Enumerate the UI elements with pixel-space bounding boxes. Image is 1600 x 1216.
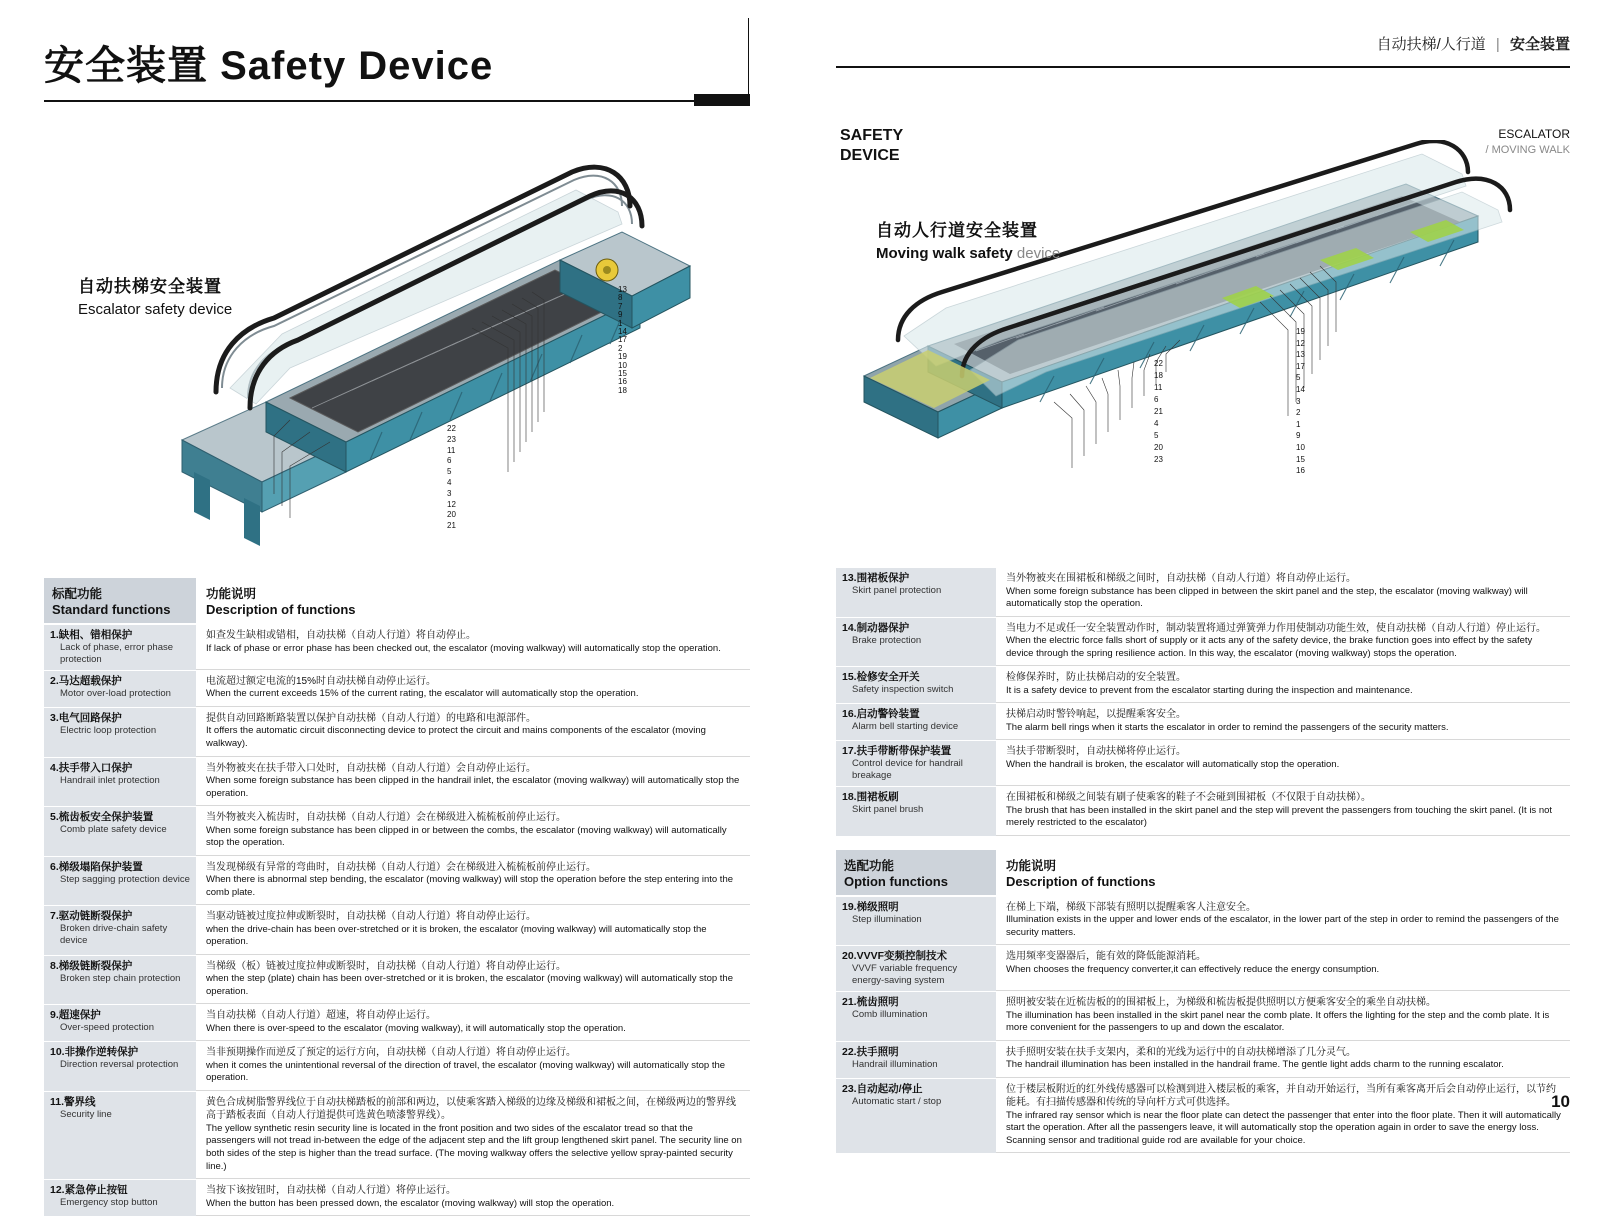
table-row	[44, 624, 750, 670]
function-desc-cell: 当电力不足或任一安全装置动作时，制动装置将通过弹簧弹力作用使制动功能生效，使自动扶梯（自动人行道）停止运行。 When the electric force falls short of supply or it acts any of the safety device, the brake function goes into effect by the safety device through the spring resilience action. In this way, the escalator (moving walkway) stops the operation.	[996, 618, 1570, 667]
function-name-cell: 11.警界线 Security line	[44, 1092, 196, 1179]
table-row	[836, 740, 1570, 786]
product-label: ESCALATOR / MOVING WALK	[1485, 127, 1570, 156]
function-name-cell: 17.扶手带断带保护装置 Control device for handrail breakage	[836, 741, 996, 786]
header-divider	[836, 66, 1570, 68]
function-name-cell: 20.VVVF变频控制技术 VVVF variable frequency energy-saving system	[836, 946, 996, 991]
table-row	[836, 1078, 1570, 1154]
function-name-cell: 7.驱动链断裂保护 Broken drive-chain safety device	[44, 906, 196, 955]
running-header-cn: 自动扶梯/人行道	[1376, 36, 1486, 53]
function-name-cell: 1.缺相、错相保护 Lack of phase, error phase protection	[44, 625, 196, 670]
table-header-row	[44, 578, 750, 624]
escalator-caption	[78, 272, 232, 318]
function-name-cell: 19.梯级照明 Step illumination	[836, 897, 996, 946]
escalator-callout-column-right: 13 8 7 9 1 14 17 2 19 10 15 16 18	[618, 285, 627, 395]
function-desc-cell: 提供自动回路断路装置以保护自动扶梯（自动人行道）的电路和电源部件。 It offers the automatic circuit disconnecting device to protect the circuit and mains components of the escalator (moving walkway).	[196, 708, 750, 757]
function-name-cell: 10.非操作逆转保护 Direction reversal protection	[44, 1042, 196, 1091]
table-row	[836, 786, 1570, 836]
table-row	[44, 955, 750, 1005]
function-name-cell: 21.梳齿照明 Comb illumination	[836, 992, 996, 1041]
function-desc-cell: 电流超过额定电流的15%时自动扶梯自动停止运行。 When the current exceeds 15% of the current rating, the escalator will automatically stop the operation.	[196, 671, 750, 707]
function-name-cell: 15.检修安全开关 Safety inspection switch	[836, 667, 996, 703]
option-table-header-left: 选配功能 Option functions	[836, 850, 996, 896]
option-table-header-row	[836, 850, 1570, 896]
function-desc-cell: 在梯上下端，梯级下部装有照明以提醒乘客人注意安全。 Illumination exists in the upper and lower ends of the escalator, in the lower part of the step in order to remind the passengers of the security matters.	[996, 897, 1570, 946]
section-label: SAFETY DEVICE	[840, 127, 904, 164]
table-row	[44, 806, 750, 856]
function-desc-cell: 选用频率变器器后，能有效的降低能源消耗。 When chooses the frequency converter,it can effectively reduce the energy consumption.	[996, 946, 1570, 991]
table-row	[836, 666, 1570, 703]
title-divider-vertical	[748, 18, 749, 102]
function-name-cell: 8.梯级链断裂保护 Broken step chain protection	[44, 956, 196, 1005]
page-number: 10	[1551, 1092, 1570, 1111]
function-desc-cell: 当外物被夹在扶手带入口处时，自动扶梯（自动人行道）会自动停止运行。 When some foreign substance has been clipped in the handrail inlet, the escalator (moving walkway) will automatically stop the operation.	[196, 758, 750, 807]
escalator-caption-en: Escalator safety device	[78, 301, 233, 318]
function-desc-cell: 位于楼层板附近的红外线传感器可以检测到进入楼层板的乘客，并自动开始运行，当所有乘客离开后会自动停止运行，以节约能耗。有扫描传感器和传统的导向杆方式可供选择。 The infrared ray sensor which is near the floor plate can detect the passenger that enter into the floor plate. Then it will automatically start the operation. After all the passengers leave, it will automatically stop the operation again in order to save the energy loss. Scanning sensor and traditional guide rod are available for your choice.	[996, 1079, 1570, 1154]
function-name-cell: 13.围裙板保护 Skirt panel protection	[836, 568, 996, 617]
table-row	[44, 1041, 750, 1091]
table-row	[836, 617, 1570, 667]
option-table-header-right: 功能说明 Description of functions	[1006, 858, 1156, 889]
page-title-en: Safety Device	[220, 44, 494, 88]
standard-functions-table	[44, 578, 750, 1216]
function-desc-cell: 当按下该按钮时，自动扶梯（自动人行道）将停止运行。 When the button has been pressed down, the escalator (moving walkway) will stop the operation.	[196, 1180, 750, 1216]
function-desc-cell: 在围裙板和梯级之间装有刷子使乘客的鞋子不会碰到围裙板（不仅限于自动扶梯）。 The brush that has been installed in the skirt panel and the step will prevent the passengers from touching the skirt panel. (It is not merely restricted to the escalator)	[996, 787, 1570, 836]
function-desc-cell: 照明被安装在近梳齿板的的围裙板上，为梯级和梳齿板提供照明以方便乘客安全的乘坐自动扶梯。 The illumination has been installed in the skirt panel near the comb plate. It offers the lighting for the step and the comb plate. It is more convenient for the passengers to up and down the escalator.	[996, 992, 1570, 1041]
table-row	[836, 896, 1570, 946]
table-row	[44, 670, 750, 707]
running-header: 自动扶梯/人行道 | 安全装置	[1376, 36, 1570, 53]
table-row	[836, 945, 1570, 991]
function-desc-cell: 当驱动链被过度拉伸或断裂时，自动扶梯（自动人行道）将自动停止运行。 when the drive-chain has been over-stretched or it is broken, the escalator (moving walkway) will automatically stop the operation.	[196, 906, 750, 955]
function-desc-cell: 当自动扶梯（自动人行道）超速，将自动停止运行。 When there is over-speed to the escalator (moving walkway), it will automatically stop the operation.	[196, 1005, 750, 1041]
function-desc-cell: 当外物被夹在围裙板和梯级之间时，自动扶梯（自动人行道）将自动停止运行。 When some foreign substance has been clipped in between the skirt panel and the step, the escalator (moving walkway) will automatically stop the operation.	[996, 568, 1570, 617]
page-title-cn: 安全装置	[44, 44, 208, 88]
table-row	[44, 1091, 750, 1179]
function-desc-cell: 扶梯启动时警铃响起，以提醒乘客安全。 The alarm bell rings when it starts the escalator in order to remind the passengers of the security matters.	[996, 704, 1570, 740]
function-name-cell: 2.马达超载保护 Motor over-load protection	[44, 671, 196, 707]
function-desc-cell: 当外物被夹入梳齿时，自动扶梯（自动人行道）会在梯级进入梳梳板前停止运行。 When some foreign substance has been clipped in or between the combs, the escalator (moving walkway) will automatically stop the operation.	[196, 807, 750, 856]
function-name-cell: 9.超速保护 Over-speed protection	[44, 1005, 196, 1041]
function-desc-cell: 检修保养时，防止扶梯启动的安全装置。 It is a safety device to prevent from the escalator starting during the inspection and maintenance.	[996, 667, 1570, 703]
function-name-cell: 6.梯级塌陷保护装置 Step sagging protection device	[44, 857, 196, 906]
function-name-cell: 22.扶手照明 Handrail illumination	[836, 1042, 996, 1078]
moving-walk-callout-column-right: 19 12 13 17 5 14 3 2 1 9 10 15 16	[1296, 327, 1305, 476]
table-row	[836, 1041, 1570, 1078]
page-title	[44, 34, 493, 91]
table-header-right: 功能说明 Description of functions	[206, 587, 356, 617]
table-row	[44, 1004, 750, 1041]
function-name-cell: 3.电气回路保护 Electric loop protection	[44, 708, 196, 757]
moving-walk-caption	[876, 216, 1060, 262]
function-name-cell: 23.自动起动/停止 Automatic start / stop	[836, 1079, 996, 1154]
function-desc-cell: 扶手照明安装在扶手支架内，柔和的光线为运行中的自动扶梯增添了几分灵气。 The handrail illumination has been installed in the handrail frame. The gentle light adds charm to the running escalator.	[996, 1042, 1570, 1078]
function-name-cell: 16.启动警铃装置 Alarm bell starting device	[836, 704, 996, 740]
table-row	[44, 856, 750, 906]
function-desc-cell: 当发现梯级有异常的弯曲时，自动扶梯（自动人行道）会在梯级进入梳梳板前停止运行。 When there is abnormal step bending, the escalator (moving walkway) will stop the operation before the step entering into the comb plate.	[196, 857, 750, 906]
escalator-callout-column-left: 22 23 11 6 5 4 3 12 20 21	[447, 424, 456, 531]
function-name-cell: 5.梳齿板安全保护装置 Comb plate safety device	[44, 807, 196, 856]
left-page	[0, 0, 800, 1209]
function-name-cell: 4.扶手带入口保护 Handrail inlet protection	[44, 758, 196, 807]
table-row	[44, 707, 750, 757]
moving-walk-callout-column-left: 22 18 11 6 21 4 5 20 23	[1154, 359, 1163, 464]
table-row	[44, 905, 750, 955]
moving-walk-caption-en: Moving walk safety device	[876, 245, 1061, 262]
function-name-cell: 18.围裙板刷 Skirt panel brush	[836, 787, 996, 836]
moving-walk-caption-cn: 自动人行道安全装置	[876, 221, 1038, 240]
title-accent-block	[694, 94, 750, 106]
function-desc-cell: 如查发生缺相或错相，自动扶梯（自动人行道）将自动停止。 If lack of phase or error phase has been checked out, the escalator (moving walkway) will automatically stop the operation.	[196, 625, 750, 670]
title-divider	[44, 100, 750, 102]
table-row	[44, 757, 750, 807]
function-desc-cell: 当扶手带断裂时，自动扶梯将停止运行。 When the handrail is broken, the escalator will automatically stop the operation.	[996, 741, 1570, 786]
function-desc-cell: 当非预期操作而逆反了预定的运行方向，自动扶梯（自动人行道）将自动停止运行。 when it comes the unintentional reversal of the direction of travel, the escalator (moving walkway) will automatically stop the operation.	[196, 1042, 750, 1091]
table-row	[836, 703, 1570, 740]
table-row	[836, 568, 1570, 617]
moving-walk-illustration	[850, 140, 1570, 540]
running-header-section: 安全装置	[1509, 36, 1570, 53]
function-desc-cell: 当梯级（板）链被过度拉伸或断裂时，自动扶梯（自动人行道）将自动停止运行。 when the step (plate) chain has been over-stretched or it is broken, the escalator (moving walkway) will automatically stop the operation.	[196, 956, 750, 1005]
table-row	[44, 1179, 750, 1216]
function-name-cell: 14.制动器保护 Brake protection	[836, 618, 996, 667]
function-name-cell: 12.紧急停止按钮 Emergency stop button	[44, 1180, 196, 1216]
escalator-caption-cn: 自动扶梯安全装置	[78, 277, 222, 296]
function-desc-cell: 黄色合成树脂警界线位于自动扶梯踏板的前部和两边，以使乘客踏入梯级的边缘及梯级和裙板之间，在梯级两边的警界线高于踏板表面（自动人行道提供可选黄色喷漆警界线）。 The yellow synthetic resin security line is located in the front position and two sides of the escalator tread so that the passengers will not tread in-between the edge of the adjacent step and the lift group lengthened skirt panel. The security line on both sides of the step is higher than the tread surface. (The moving walkway offers the selective yellow spray-painted security line.)	[196, 1092, 750, 1179]
table-header-left: 标配功能 Standard functions	[44, 578, 196, 624]
table-row	[836, 991, 1570, 1041]
right-functions-tables	[836, 568, 1570, 1153]
